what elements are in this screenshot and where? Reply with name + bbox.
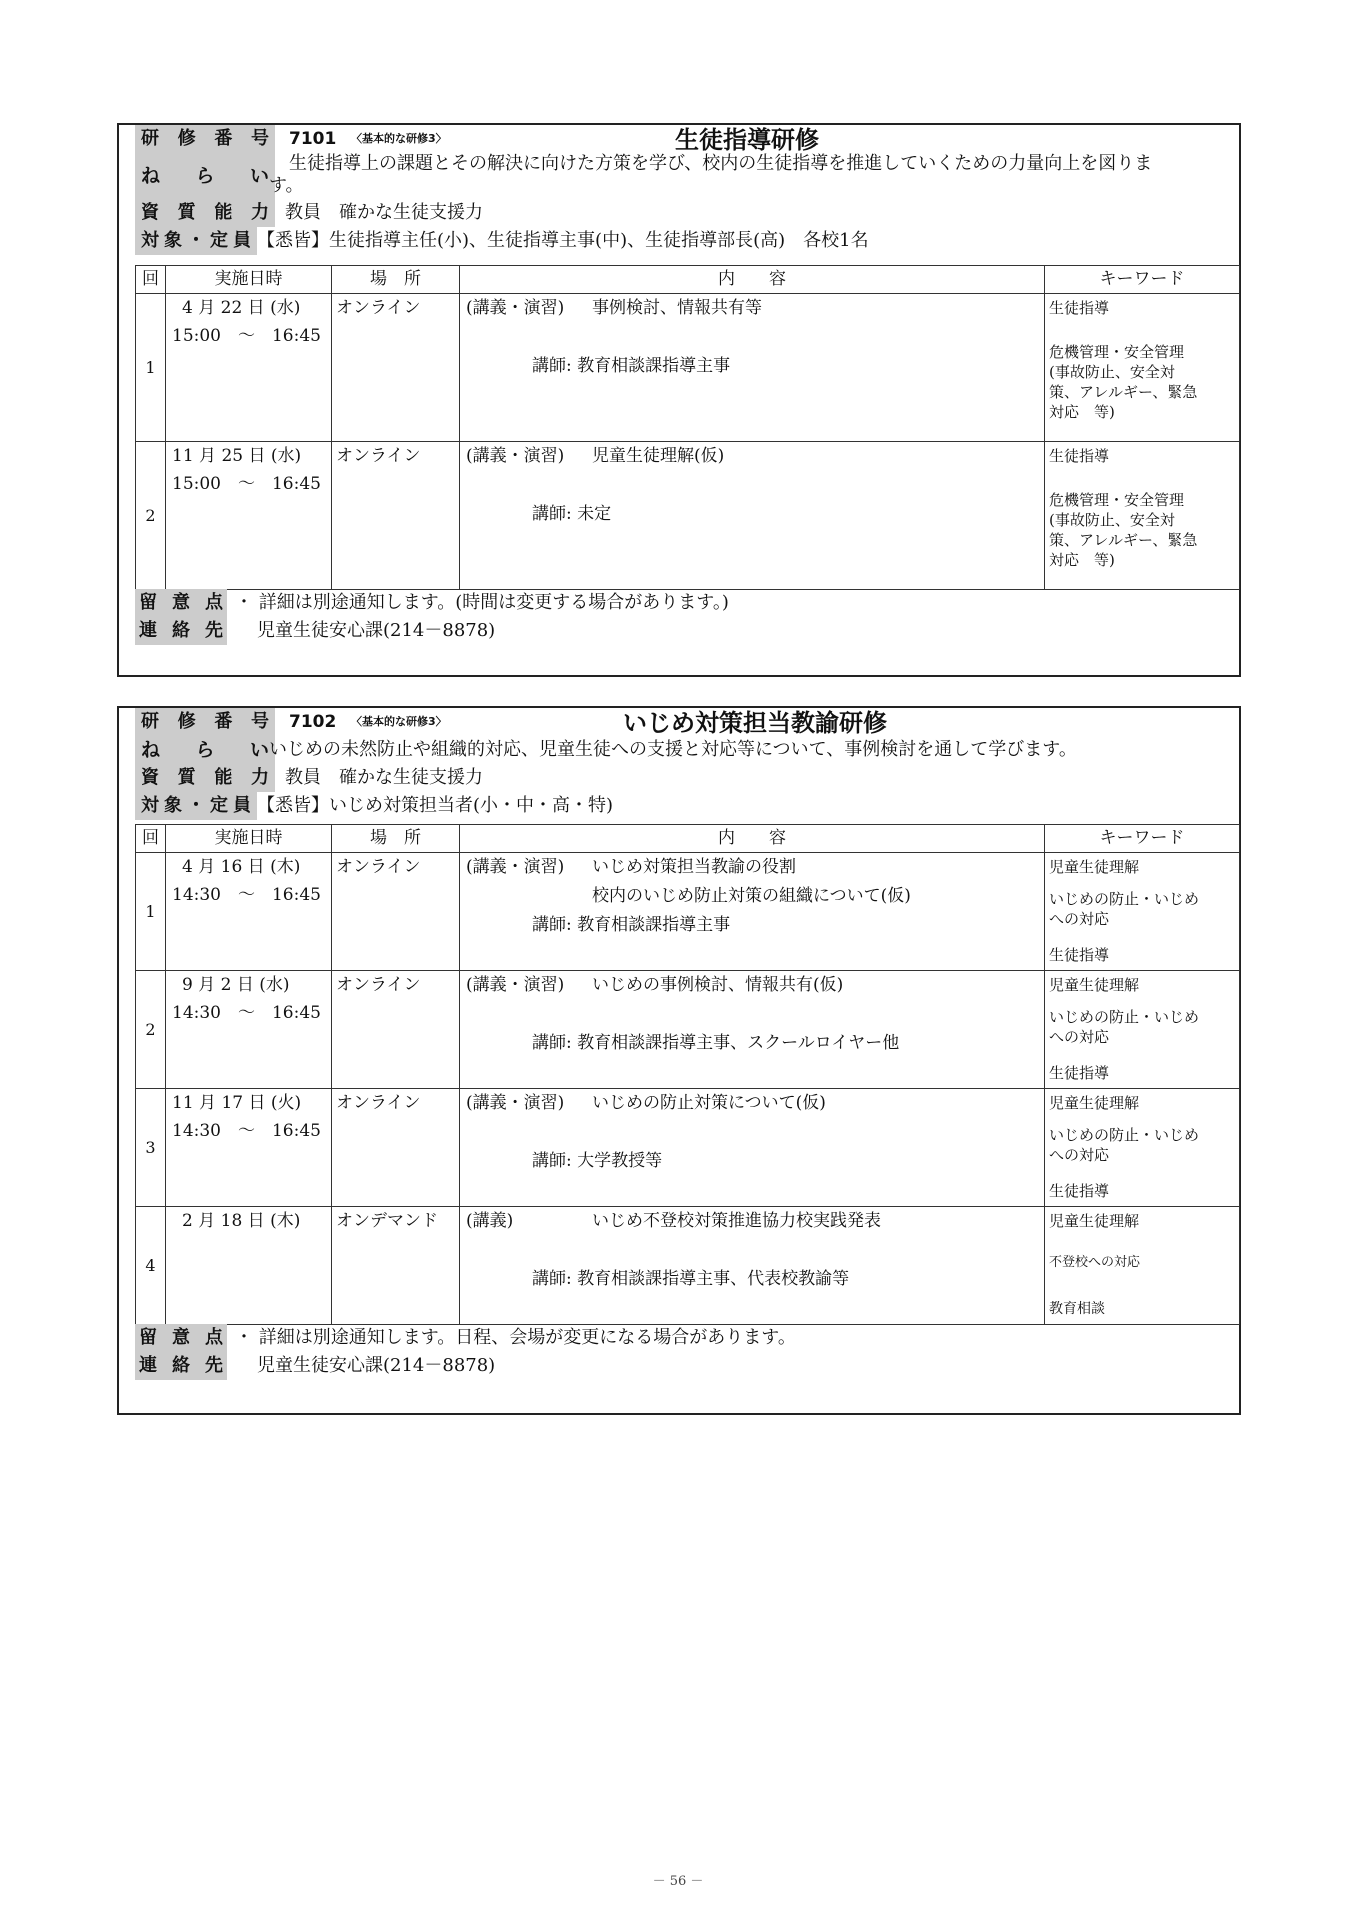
session-datetime: 11 月 17 日 (火) 14:30 ～ 16:45 (166, 1089, 332, 1207)
ability-text: 教員 確かな生徒支援力 (285, 767, 483, 788)
aim-row (135, 153, 1239, 199)
session-datetime: 2 月 18 日 (木) (166, 1207, 332, 1325)
session-keywords: 児童生徒理解 いじめの防止・いじめ への対応 生徒指導 (1045, 853, 1240, 971)
contact-label: 連 絡 先 (135, 1352, 227, 1380)
session-keywords: 児童生徒理解 不登校への対応 教育相談 (1045, 1207, 1240, 1325)
session-datetime: 9 月 2 日 (水) 14:30 ～ 16:45 (166, 971, 332, 1089)
session-place: オンライン (332, 1089, 460, 1207)
session-number: 3 (136, 1089, 166, 1207)
note-text: ・ 詳細は別途通知します。日程、会場が変更になる場合があります。 (235, 1327, 796, 1348)
target-row (135, 792, 1239, 820)
note-label: 留 意 点 (135, 1324, 227, 1352)
col-header-round: 回 (136, 266, 166, 294)
col-header-keyword: キーワード (1045, 825, 1240, 853)
session-keywords: 生徒指導 危機管理・安全管理 (事故防止、安全対 策、アレルギー、緊急 対応 等) (1045, 294, 1240, 442)
aim-label: ね ら い (135, 153, 275, 199)
course-number: 7102 (289, 712, 337, 732)
table-row (136, 971, 1240, 1089)
col-header-round: 回 (136, 825, 166, 853)
session-content: (講義) いじめ不登校対策推進協力校実践発表 講師: 教育相談課指導主事、代表校教諭等 (460, 1207, 1045, 1325)
table-row (136, 1207, 1240, 1325)
course-7102 (117, 706, 1241, 1415)
session-number: 2 (136, 971, 166, 1089)
col-header-content: 内 容 (460, 266, 1045, 294)
note-text: ・ 詳細は別途通知します。(時間は変更する場合があります。) (235, 592, 729, 613)
table-row (136, 1089, 1240, 1207)
table-row (136, 853, 1240, 971)
session-place: オンライン (332, 853, 460, 971)
session-datetime: 4 月 22 日 (水) 15:00 ～ 16:45 (166, 294, 332, 442)
note-label: 留 意 点 (135, 589, 227, 617)
contact-label: 連 絡 先 (135, 617, 227, 645)
aim-label: ね ら い (135, 736, 275, 764)
session-content: (講義・演習) いじめの事例検討、情報共有(仮) 講師: 教育相談課指導主事、スクールロイヤー他 (460, 971, 1045, 1089)
session-number: 2 (136, 442, 166, 590)
col-header-datetime: 実施日時 (166, 266, 332, 294)
target-text: 【悉皆】生徒指導主任(小)、生徒指導主事(中)、生徒指導部長(高) 各校1名 (257, 230, 869, 251)
aim-text: 生徒指導上の課題とその解決に向けた方策を学び、校内の生徒指導を推進していくための力量向上を図りま す。 (269, 153, 1153, 196)
course-number: 7101 (289, 129, 337, 149)
col-header-datetime: 実施日時 (166, 825, 332, 853)
session-place: オンライン (332, 294, 460, 442)
session-keywords: 児童生徒理解 いじめの防止・いじめ への対応 生徒指導 (1045, 1089, 1240, 1207)
target-label: 対 象 ・ 定 員 (135, 792, 257, 820)
session-content: (講義・演習) 事例検討、情報共有等 講師: 教育相談課指導主事 (460, 294, 1045, 442)
col-header-place: 場 所 (332, 825, 460, 853)
session-content: (講義・演習) いじめ対策担当教諭の役割 校内のいじめ防止対策の組織について(仮) 講師: 教育相談課指導主事 (460, 853, 1045, 971)
course-title: 生徒指導研修 (675, 126, 819, 154)
session-keywords: 児童生徒理解 いじめの防止・いじめ への対応 生徒指導 (1045, 971, 1240, 1089)
aim-text: いじめの未然防止や組織的対応、児童生徒への支援と対応等について、事例検討を通して学びます。 (269, 739, 1077, 760)
target-text: 【悉皆】いじめ対策担当者(小・中・高・特) (257, 795, 614, 816)
page-number: － 56 － (652, 1874, 704, 1889)
target-label: 対 象 ・ 定 員 (135, 227, 257, 255)
ability-label: 資 質 能 力 (135, 199, 275, 227)
number-label: 研 修 番 号 (135, 708, 275, 736)
table-row (136, 442, 1240, 590)
session-content: (講義・演習) 児童生徒理解(仮) 講師: 未定 (460, 442, 1045, 590)
session-number: 1 (136, 294, 166, 442)
contact-text: 児童生徒安心課(214－8878) (257, 620, 496, 641)
col-header-place: 場 所 (332, 266, 460, 294)
ability-label: 資 質 能 力 (135, 764, 275, 792)
course-header (135, 708, 1239, 736)
session-place: オンライン (332, 971, 460, 1089)
session-number: 4 (136, 1207, 166, 1325)
session-place: オンデマンド (332, 1207, 460, 1325)
course-7101 (117, 123, 1241, 677)
col-header-keyword: キーワード (1045, 266, 1240, 294)
session-number: 1 (136, 853, 166, 971)
contact-text: 児童生徒安心課(214－8878) (257, 1355, 496, 1376)
course-category: 〈基本的な研修3〉 (351, 715, 447, 728)
ability-row (135, 764, 1239, 792)
course-category: 〈基本的な研修3〉 (351, 132, 447, 145)
session-place: オンライン (332, 442, 460, 590)
ability-row (135, 199, 1239, 227)
schedule-table (135, 824, 1240, 1325)
course-header (135, 125, 1239, 153)
session-keywords: 生徒指導 危機管理・安全管理 (事故防止、安全対 策、アレルギー、緊急 対応 等) (1045, 442, 1240, 590)
ability-text: 教員 確かな生徒支援力 (285, 202, 483, 223)
session-datetime: 11 月 25 日 (水) 15:00 ～ 16:45 (166, 442, 332, 590)
course-title: いじめ対策担当教諭研修 (623, 709, 887, 737)
session-datetime: 4 月 16 日 (木) 14:30 ～ 16:45 (166, 853, 332, 971)
number-label: 研 修 番 号 (135, 125, 275, 153)
schedule-table (135, 265, 1240, 590)
target-row (135, 227, 1239, 255)
table-row (136, 294, 1240, 442)
aim-row (135, 736, 1239, 764)
col-header-content: 内 容 (460, 825, 1045, 853)
session-content: (講義・演習) いじめの防止対策について(仮) 講師: 大学教授等 (460, 1089, 1045, 1207)
